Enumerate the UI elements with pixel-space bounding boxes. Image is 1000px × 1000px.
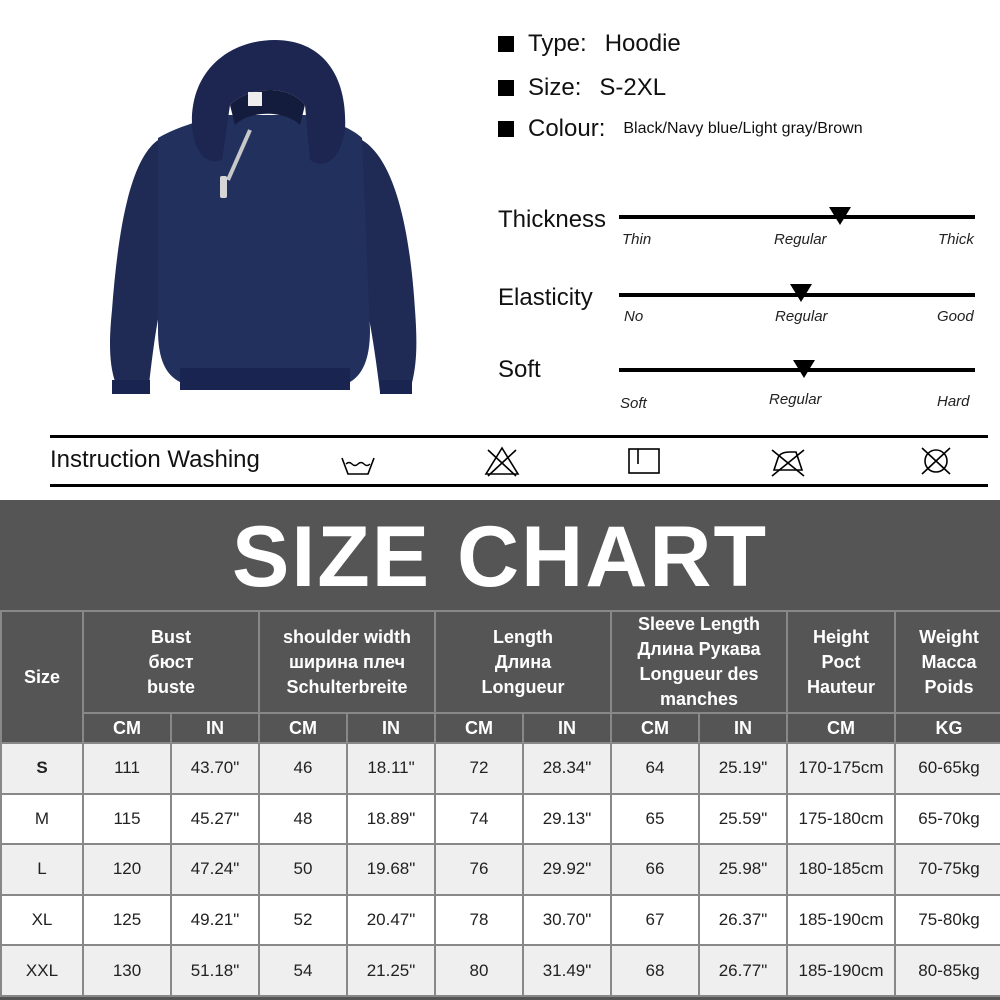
table-cell: 45.27" (171, 794, 259, 845)
table-cell: 76 (435, 844, 523, 895)
hoodie-product-image (100, 30, 430, 410)
table-cell: 46 (259, 743, 347, 794)
gauge-mid-label: Regular (769, 391, 822, 408)
table-cell: 30.70" (523, 895, 611, 946)
table-cell: 47.24" (171, 844, 259, 895)
table-cell: 75-80kg (895, 895, 1000, 946)
spec-label: Type: (528, 30, 587, 57)
table-cell: 26.37" (699, 895, 787, 946)
table-units-row (1, 713, 1000, 743)
unit-header: CM (259, 713, 347, 743)
table-header-row (1, 611, 1000, 713)
gauge-high-label: Thick (938, 231, 974, 248)
table-cell: 18.89" (347, 794, 435, 845)
gauge-track (619, 215, 975, 219)
table-cell: 50 (259, 844, 347, 895)
col-header-size: Size (1, 611, 83, 743)
table-cell: 60-65kg (895, 743, 1000, 794)
spec-value: Hoodie (604, 30, 681, 57)
table-cell: 74 (435, 794, 523, 845)
table-cell: 29.92" (523, 844, 611, 895)
size-cell: M (1, 794, 83, 845)
spec-label: Colour: (528, 115, 606, 142)
divider-bottom (50, 484, 988, 487)
unit-header: IN (347, 713, 435, 743)
no-bleach-icon (484, 444, 520, 478)
table-row (1, 844, 1000, 895)
table-cell: 28.34" (523, 743, 611, 794)
table-cell: 21.25" (347, 945, 435, 996)
gauge-mid-label: Regular (774, 231, 827, 248)
table-cell: 78 (435, 895, 523, 946)
size-table-body (1, 743, 1000, 996)
size-cell: S (1, 743, 83, 794)
unit-header: CM (787, 713, 895, 743)
size-cell: XL (1, 895, 83, 946)
table-cell: 68 (611, 945, 699, 996)
table-row (1, 794, 1000, 845)
gauge-low-label: No (624, 308, 644, 325)
gauge-mid-label: Regular (775, 308, 828, 325)
table-cell: 111 (83, 743, 171, 794)
table-cell: 67 (611, 895, 699, 946)
col-header-sleeve: Sleeve Length Длина Рукава Longueur des manches (611, 611, 787, 713)
col-header-length: Length Длина Longueur (435, 611, 611, 713)
size-chart (0, 500, 1000, 1000)
table-cell: 180-185cm (787, 844, 895, 895)
table-cell: 185-190cm (787, 895, 895, 946)
table-cell: 43.70" (171, 743, 259, 794)
spec-label: Size: (528, 74, 582, 101)
table-cell: 115 (83, 794, 171, 845)
spec-value: Black/Navy blue/Light gray/Brown (623, 120, 863, 137)
table-cell: 66 (611, 844, 699, 895)
no-iron-icon (770, 444, 806, 478)
table-cell: 18.11" (347, 743, 435, 794)
table-row (1, 743, 1000, 794)
gauge-marker-icon (829, 207, 851, 225)
gauge-name: Soft (498, 356, 541, 383)
table-cell: 26.77" (699, 945, 787, 996)
gauge-low-label: Thin (622, 231, 652, 248)
table-cell: 49.21" (171, 895, 259, 946)
bullet-square-icon (498, 121, 514, 137)
hand-wash-icon (340, 444, 376, 478)
no-dry-clean-icon (918, 444, 954, 478)
gauge-marker-icon (790, 284, 812, 302)
size-cell: XXL (1, 945, 83, 996)
col-header-weight: Weight Macca Poids (895, 611, 1000, 713)
table-cell: 31.49" (523, 945, 611, 996)
col-header-shoulder: shoulder width ширина плеч Schulterbreite (259, 611, 435, 713)
table-cell: 64 (611, 743, 699, 794)
table-cell: 51.18" (171, 945, 259, 996)
gauge-name: Elasticity (498, 284, 593, 311)
table-cell: 20.47" (347, 895, 435, 946)
table-cell: 80-85kg (895, 945, 1000, 996)
unit-header: CM (611, 713, 699, 743)
table-cell: 120 (83, 844, 171, 895)
gauge-marker-icon (793, 360, 815, 378)
size-cell: L (1, 844, 83, 895)
spec-value: S-2XL (599, 74, 667, 101)
spec-colour (498, 112, 863, 146)
gauge-name: Thickness (498, 206, 607, 233)
divider-top (50, 435, 988, 438)
table-cell: 48 (259, 794, 347, 845)
unit-header: CM (83, 713, 171, 743)
washing-title: Instruction Washing (50, 446, 260, 473)
spec-type (498, 27, 681, 61)
size-table (0, 610, 1000, 997)
line-dry-icon (626, 444, 662, 478)
table-cell: 25.19" (699, 743, 787, 794)
table-cell: 130 (83, 945, 171, 996)
col-header-bust: Bust бюст buste (83, 611, 259, 713)
table-cell: 125 (83, 895, 171, 946)
table-cell: 65 (611, 794, 699, 845)
table-cell: 80 (435, 945, 523, 996)
table-cell: 54 (259, 945, 347, 996)
table-cell: 19.68" (347, 844, 435, 895)
table-cell: 72 (435, 743, 523, 794)
table-cell: 65-70kg (895, 794, 1000, 845)
table-cell: 52 (259, 895, 347, 946)
table-cell: 185-190cm (787, 945, 895, 996)
table-row (1, 945, 1000, 996)
table-cell: 70-75kg (895, 844, 1000, 895)
unit-header: IN (171, 713, 259, 743)
unit-header: IN (523, 713, 611, 743)
table-cell: 170-175cm (787, 743, 895, 794)
hoodie-body (158, 115, 370, 382)
size-chart-title: SIZE CHART (0, 500, 1000, 610)
bullet-square-icon (498, 80, 514, 96)
table-cell: 25.59" (699, 794, 787, 845)
spec-size (498, 71, 666, 105)
table-row (1, 895, 1000, 946)
unit-header: KG (895, 713, 1000, 743)
unit-header: IN (699, 713, 787, 743)
table-cell: 25.98" (699, 844, 787, 895)
bullet-square-icon (498, 36, 514, 52)
unit-header: CM (435, 713, 523, 743)
table-cell: 29.13" (523, 794, 611, 845)
gauge-low-label: Soft (620, 395, 647, 412)
col-header-height: Height Poct Hauteur (787, 611, 895, 713)
gauge-high-label: Hard (937, 393, 970, 410)
table-cell: 175-180cm (787, 794, 895, 845)
gauge-high-label: Good (937, 308, 974, 325)
